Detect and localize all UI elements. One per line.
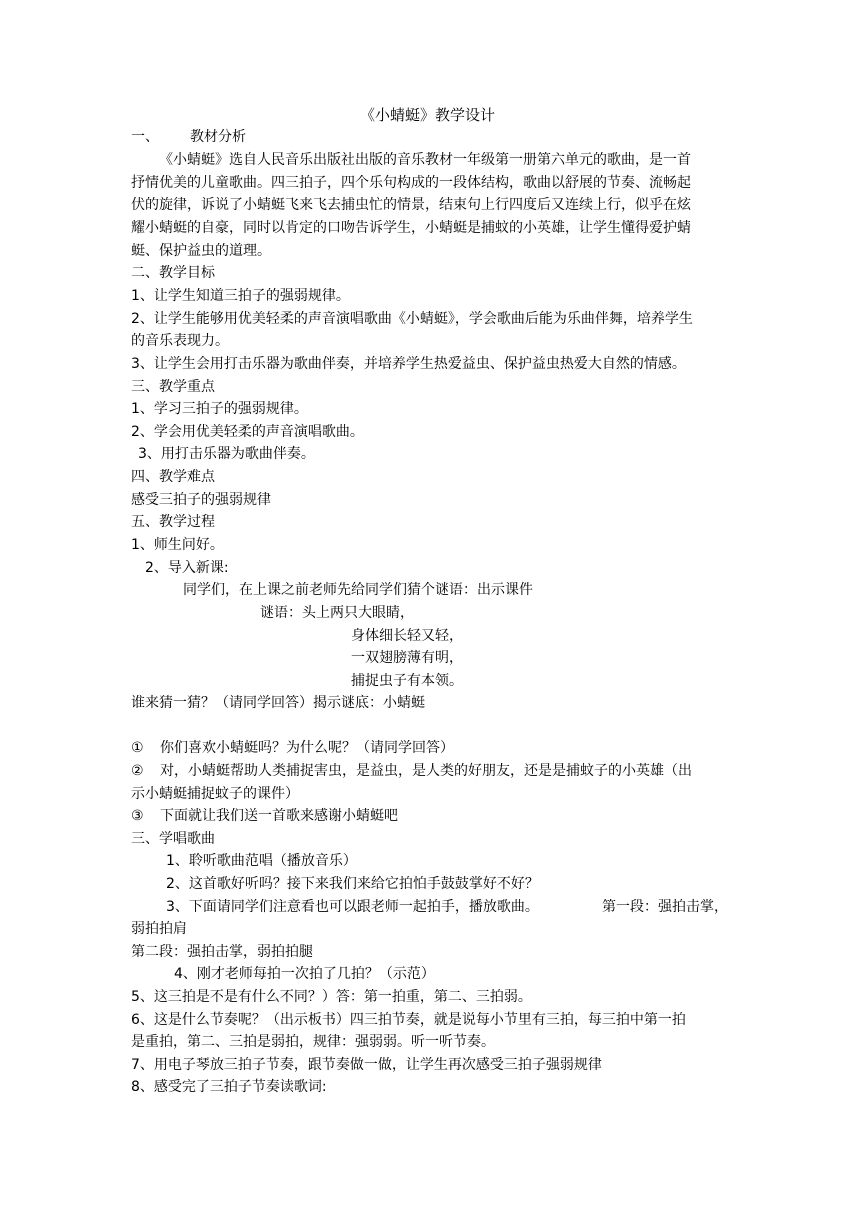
- list-item: 2、导入新课:: [145, 560, 229, 576]
- section-heading: 三、教学重点: [131, 379, 215, 395]
- section-heading: 三、学唱歌曲: [131, 831, 215, 847]
- list-item: 3、下面请同学们注意看也可以跟老师一起拍手，播放歌曲。: [166, 899, 539, 915]
- riddle-line: 身体细长轻又轻，: [351, 628, 463, 644]
- paragraph-line: 《小蜻蜓》选自人民音乐出版社出版的音乐教材一年级第一册第六单元的歌曲，是一首: [159, 152, 691, 168]
- list-item: 1、学习三拍子的强弱规律。: [131, 401, 308, 417]
- paragraph-line: 谁来猜一猜？（请同学回答）揭示谜底：小蜻蜓: [131, 695, 425, 711]
- list-item: 3、用打击乐器为歌曲伴奏。: [138, 446, 315, 462]
- paragraph-line: 伏的旋律，诉说了小蜻蜓飞来飞去捕虫忙的情景，结束句上行四度后又连续上行，似乎在炫: [131, 197, 691, 213]
- list-item: 1、让学生知道三拍子的强弱规律。: [131, 288, 350, 304]
- list-item: 2、这首歌好听吗？接下来我们来给它拍怕手鼓鼓掌好不好？: [166, 876, 539, 892]
- paragraph-line: 蜓、保护益虫的道理。: [131, 243, 271, 259]
- list-item: 1、聆听歌曲范唱（播放音乐）: [166, 853, 357, 869]
- list-item: 的音乐表现力。: [131, 333, 229, 349]
- list-item: 5、这三拍是不是有什么不同？）答：第一拍重，第二、三拍弱。: [131, 989, 532, 1005]
- section-heading: 五、教学过程: [131, 514, 215, 530]
- paragraph-line: 耀小蜻蜓的自豪，同时以肯定的口吻告诉学生，小蜻蜓是捕蚊的小英雄，让学生懂得爱护蜻: [131, 220, 691, 236]
- list-item: 6、这是什么节奏呢？（出示板书）四三拍节奏，就是说每小节里有三拍，每三拍中第一拍: [131, 1012, 686, 1028]
- paragraph-line: 下面就让我们送一首歌来感谢小蜻蜓吧: [160, 808, 398, 824]
- paragraph-line: 弱拍拍肩: [131, 921, 187, 937]
- riddle-line: 谜语：头上两只大眼睛，: [260, 605, 414, 621]
- paragraph-line: 感受三拍子的强弱规律: [131, 492, 271, 508]
- riddle-line: 一双翅膀薄有明，: [351, 650, 463, 666]
- circled-number: ①: [131, 740, 144, 756]
- circled-number: ③: [131, 808, 144, 824]
- section-heading: 教材分析: [190, 129, 246, 145]
- paragraph-line: 示小蜻蜓捕捉蚊子的课件）: [131, 786, 299, 802]
- section-number: 一、: [131, 129, 159, 145]
- paragraph-line: 同学们，在上课之前老师先给同学们猜个谜语：出示课件: [183, 582, 533, 598]
- paragraph-line: 你们喜欢小蜻蜓吗？为什么呢？（请同学回答）: [160, 740, 454, 756]
- paragraph-line: 抒情优美的儿童歌曲。四三拍子，四个乐句构成的一段体结构，歌曲以舒展的节奏、流畅起: [131, 175, 691, 191]
- paragraph-line: 第二段：强拍击掌，弱拍拍腿: [131, 944, 313, 960]
- list-item: 是重拍，第二、三拍是弱拍，规律：强弱弱。听一听节奏。: [131, 1034, 495, 1050]
- circled-number: ②: [131, 763, 144, 779]
- list-item: 8、感受完了三拍子节奏读歌词:: [131, 1079, 327, 1095]
- list-item: 7、用电子琴放三拍子节奏，跟节奏做一做，让学生再次感受三拍子强弱规律: [131, 1057, 602, 1073]
- list-item: 3、让学生会用打击乐器为歌曲伴奏，并培养学生热爱益虫、保护益虫热爱大自然的情感。: [131, 356, 686, 372]
- document-title: 《小蜻蜓》教学设计: [360, 106, 496, 124]
- section-heading: 二、教学目标: [131, 265, 215, 281]
- list-item: 2、让学生能够用优美轻柔的声音演唱歌曲《小蜻蜓》，学会歌曲后能为乐曲伴舞，培养学生: [131, 311, 693, 327]
- paragraph-line: 第一段：强拍击掌，: [602, 899, 728, 915]
- riddle-line: 捕捉虫子有本领。: [351, 673, 463, 689]
- list-item: 4、刚才老师每拍一次拍了几拍？（示范）: [174, 966, 435, 982]
- list-item: 2、学会用优美轻柔的声音演唱歌曲。: [131, 424, 364, 440]
- paragraph-line: 对，小蜻蜓帮助人类捕捉害虫，是益虫，是人类的好朋友，还是是捕蚊子的小英雄（出: [160, 763, 692, 779]
- list-item: 1、师生问好。: [131, 537, 224, 553]
- section-heading: 四、教学难点: [131, 469, 215, 485]
